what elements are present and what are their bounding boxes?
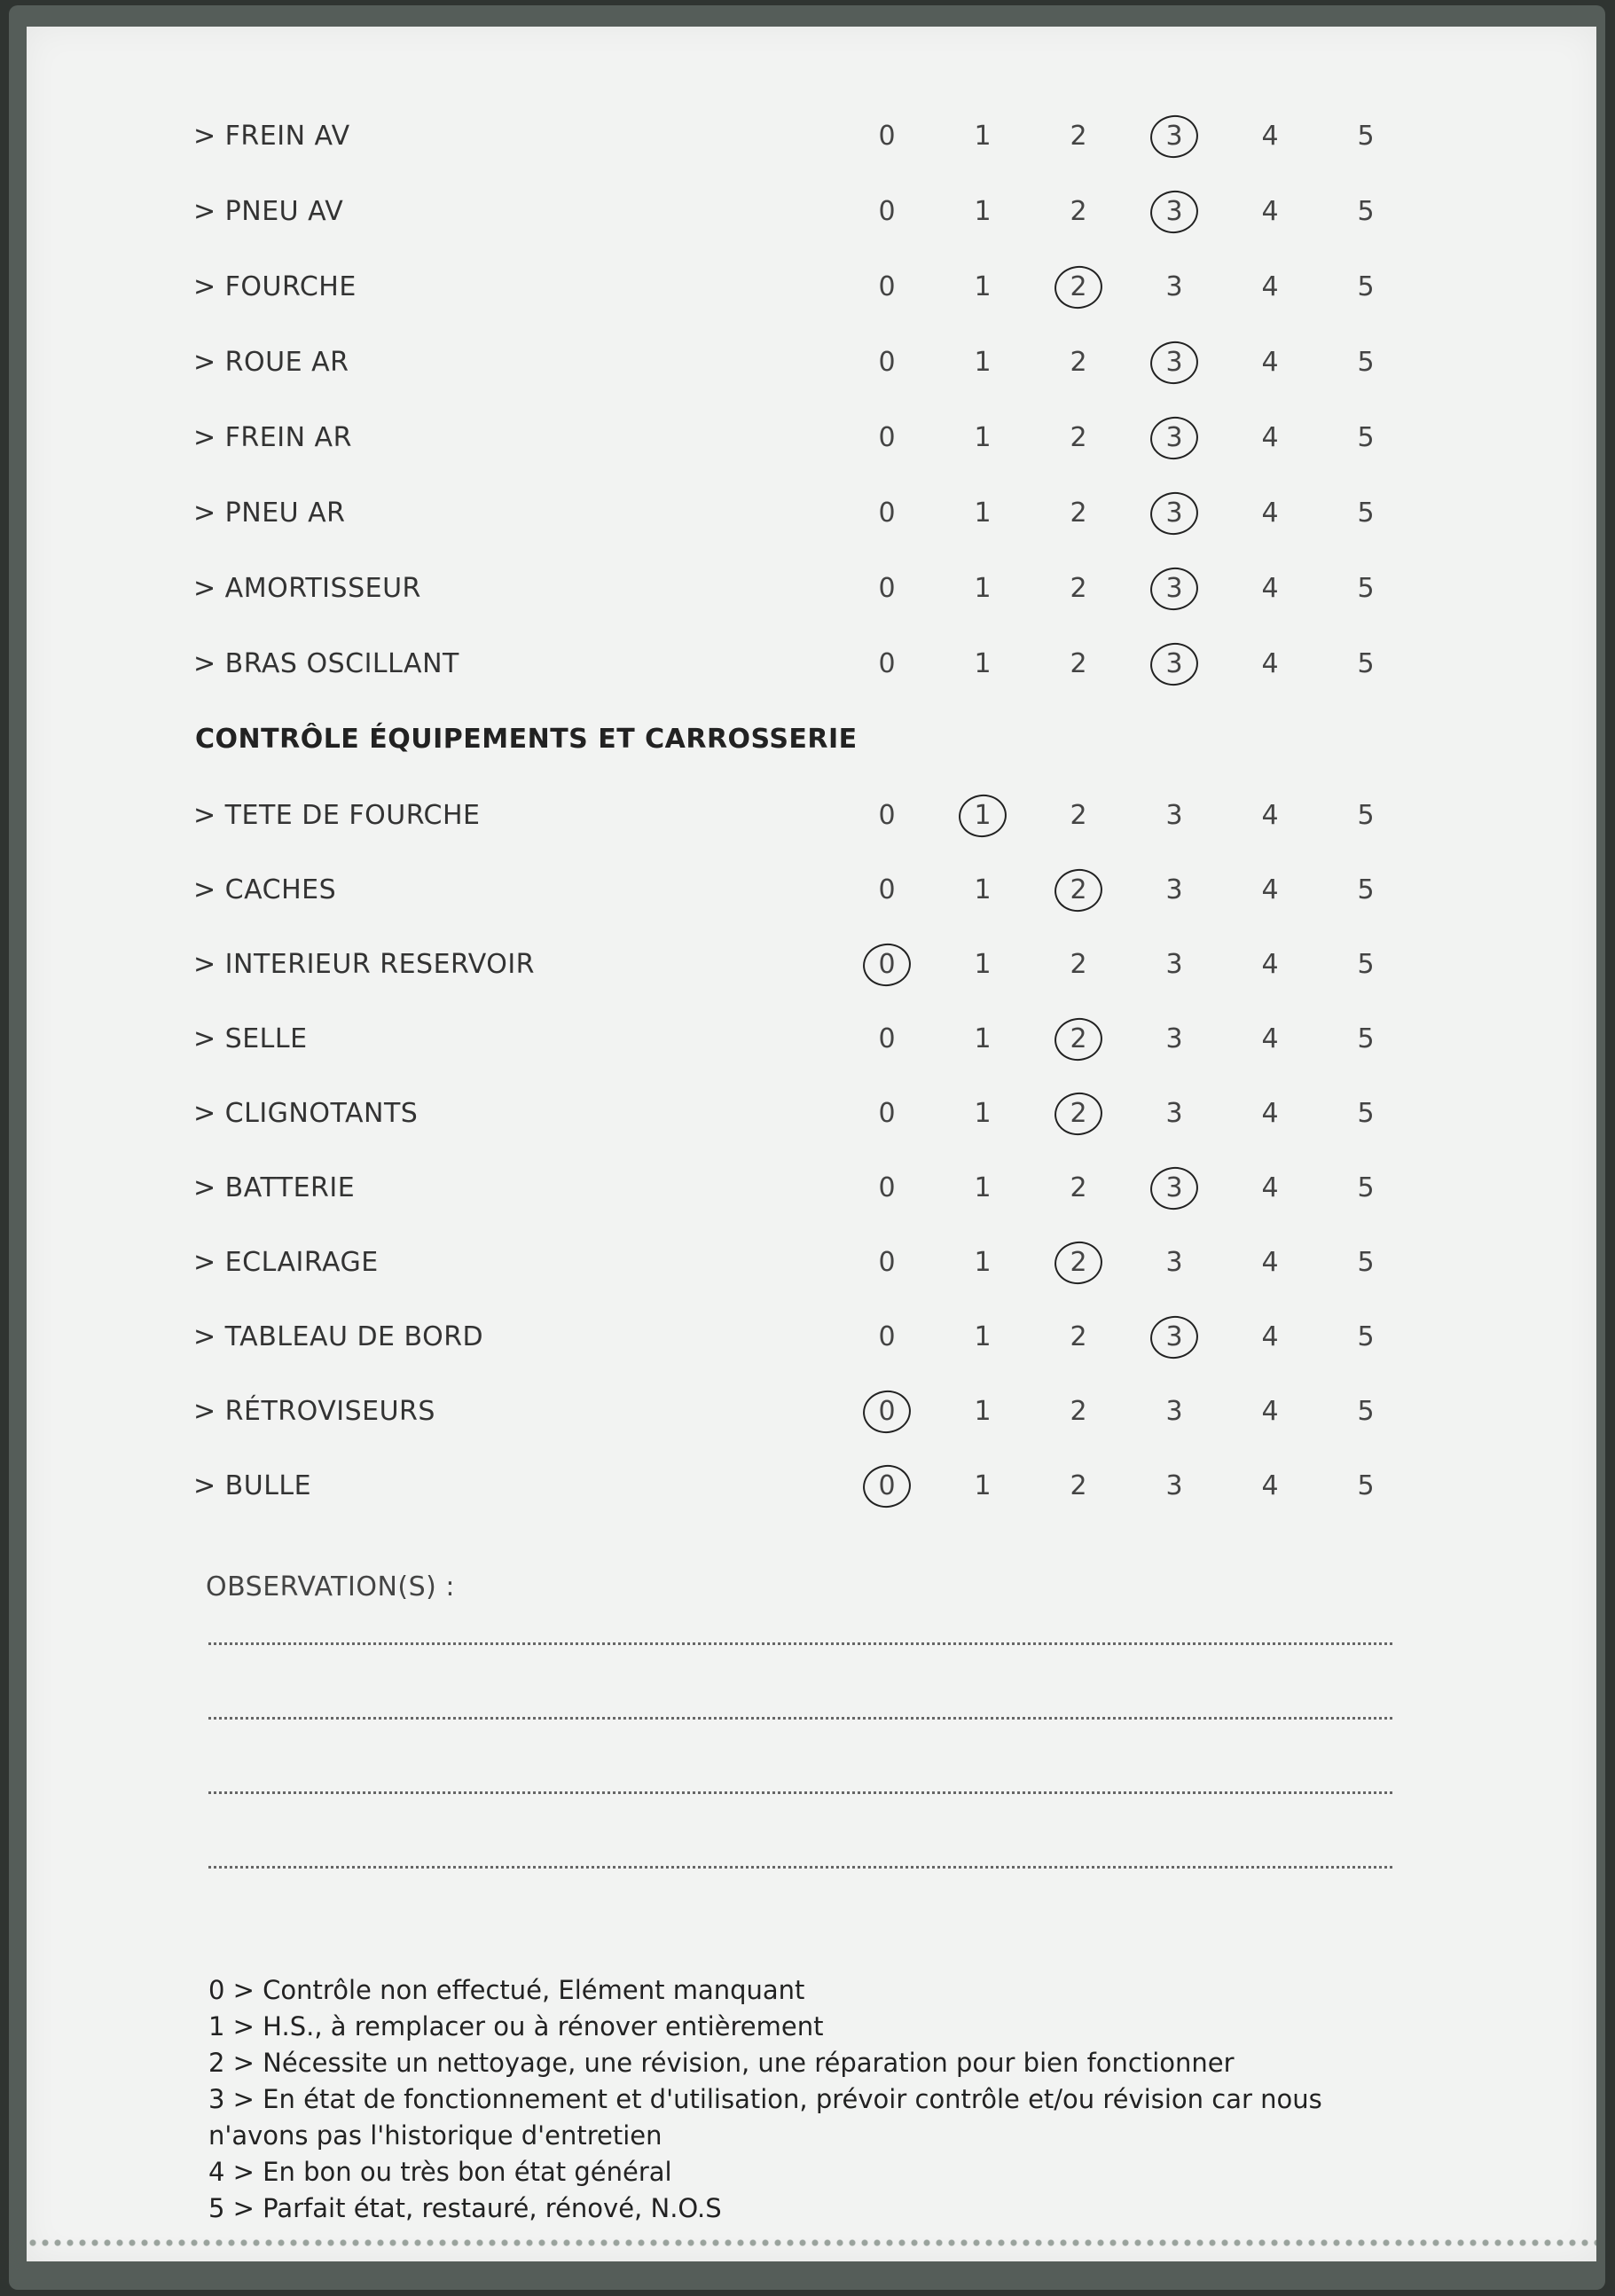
inspection-row — [27, 788, 1596, 841]
score-option[interactable]: 1 — [974, 1172, 992, 1203]
score-option-selected[interactable]: 2 — [1056, 1098, 1101, 1129]
score-option-selected[interactable]: 3 — [1152, 422, 1196, 453]
score-option[interactable]: 2 — [1070, 1321, 1087, 1352]
inspection-row — [27, 936, 1596, 990]
score-option[interactable]: 0 — [878, 196, 896, 227]
score-option-selected[interactable]: 2 — [1056, 271, 1101, 302]
inspection-row — [27, 108, 1596, 161]
score-option[interactable]: 0 — [878, 1098, 896, 1129]
inspection-item-label: > PNEU AV — [193, 196, 344, 227]
score-option[interactable]: 0 — [878, 121, 896, 152]
inspection-item-label: > BATTERIE — [193, 1172, 356, 1203]
inspection-item-label: > BULLE — [193, 1470, 312, 1501]
score-option[interactable]: 1 — [974, 1098, 992, 1129]
inspection-row — [27, 1160, 1596, 1213]
score-option[interactable]: 4 — [1261, 1470, 1279, 1501]
score-option[interactable]: 1 — [974, 347, 992, 378]
score-option[interactable]: 0 — [878, 648, 896, 679]
inspection-row — [27, 259, 1596, 312]
rating-legend — [208, 1972, 1423, 2227]
score-option[interactable]: 0 — [878, 573, 896, 604]
score-option-selected[interactable]: 3 — [1152, 196, 1196, 227]
score-option[interactable]: 1 — [974, 422, 992, 453]
score-option[interactable]: 2 — [1070, 347, 1087, 378]
score-option[interactable]: 5 — [1357, 874, 1375, 905]
score-option[interactable]: 5 — [1357, 1172, 1375, 1203]
inspection-item-label: > TABLEAU DE BORD — [193, 1321, 484, 1352]
legend-item: 5 > Parfait état, restauré, rénové, N.O.S — [208, 2193, 722, 2223]
score-option[interactable]: 3 — [1165, 1023, 1183, 1054]
inspection-sheet — [27, 27, 1596, 2261]
score-option[interactable]: 0 — [878, 1247, 896, 1278]
score-option[interactable]: 4 — [1261, 949, 1279, 980]
score-option[interactable]: 4 — [1261, 422, 1279, 453]
observation-line[interactable] — [208, 1717, 1392, 1720]
inspection-item-label: > ROUE AR — [193, 347, 349, 378]
score-option[interactable]: 2 — [1070, 196, 1087, 227]
score-option[interactable]: 5 — [1357, 800, 1375, 831]
score-option[interactable]: 5 — [1357, 573, 1375, 604]
score-option-selected[interactable]: 0 — [865, 949, 909, 980]
score-option[interactable]: 3 — [1165, 800, 1183, 831]
score-option[interactable]: 2 — [1070, 1396, 1087, 1427]
inspection-row — [27, 1383, 1596, 1437]
score-option[interactable]: 4 — [1261, 800, 1279, 831]
score-option-selected[interactable]: 0 — [865, 1470, 909, 1501]
score-option[interactable]: 4 — [1261, 1172, 1279, 1203]
legend-item: 3 > En état de fonctionnement et d'utilisation, prévoir contrôle et/ou révision car nous n'avons pas l'historique d'entretien — [208, 2084, 1322, 2151]
score-option[interactable]: 5 — [1357, 1247, 1375, 1278]
sleeve-edge-perforation — [27, 2231, 1596, 2254]
score-option-selected[interactable]: 3 — [1152, 1172, 1196, 1203]
score-option[interactable]: 4 — [1261, 498, 1279, 529]
score-option[interactable]: 4 — [1261, 271, 1279, 302]
score-option[interactable]: 5 — [1357, 1470, 1375, 1501]
inspection-item-label: > CLIGNOTANTS — [193, 1098, 419, 1129]
score-option[interactable]: 4 — [1261, 1396, 1279, 1427]
score-option[interactable]: 4 — [1261, 1247, 1279, 1278]
inspection-row — [27, 560, 1596, 614]
inspection-item-label: > FREIN AV — [193, 121, 350, 152]
score-option[interactable]: 1 — [974, 874, 992, 905]
score-option[interactable]: 1 — [974, 949, 992, 980]
score-option[interactable]: 0 — [878, 1023, 896, 1054]
score-option[interactable]: 1 — [974, 648, 992, 679]
score-option-selected[interactable]: 3 — [1152, 1321, 1196, 1352]
score-option[interactable]: 0 — [878, 271, 896, 302]
score-option[interactable]: 2 — [1070, 800, 1087, 831]
observation-line[interactable] — [208, 1866, 1392, 1869]
inspection-item-label: > FOURCHE — [193, 271, 357, 302]
inspection-row — [27, 1309, 1596, 1362]
score-option[interactable]: 2 — [1070, 422, 1087, 453]
score-option[interactable]: 5 — [1357, 498, 1375, 529]
score-option[interactable]: 1 — [974, 1470, 992, 1501]
inspection-item-label: > BRAS OSCILLANT — [193, 648, 459, 679]
score-option[interactable]: 5 — [1357, 949, 1375, 980]
score-option[interactable]: 4 — [1261, 573, 1279, 604]
score-option[interactable]: 3 — [1165, 1470, 1183, 1501]
score-option[interactable]: 0 — [878, 422, 896, 453]
score-option[interactable]: 5 — [1357, 121, 1375, 152]
score-option[interactable]: 3 — [1165, 1098, 1183, 1129]
score-option[interactable]: 0 — [878, 1172, 896, 1203]
score-option[interactable]: 3 — [1165, 271, 1183, 302]
inspection-item-label: > INTERIEUR RESERVOIR — [193, 949, 536, 980]
legend-item: 0 > Contrôle non effectué, Elément manquant — [208, 1975, 805, 2005]
score-option-selected[interactable]: 2 — [1056, 1247, 1101, 1278]
score-option[interactable]: 1 — [974, 121, 992, 152]
score-option[interactable]: 0 — [878, 800, 896, 831]
score-option[interactable]: 5 — [1357, 1396, 1375, 1427]
score-option-selected[interactable]: 3 — [1152, 498, 1196, 529]
score-option-selected[interactable]: 3 — [1152, 121, 1196, 152]
score-option[interactable]: 1 — [974, 1247, 992, 1278]
score-option[interactable]: 2 — [1070, 1172, 1087, 1203]
inspection-row — [27, 410, 1596, 463]
inspection-row — [27, 1085, 1596, 1139]
inspection-row — [27, 485, 1596, 538]
score-option-selected[interactable]: 3 — [1152, 347, 1196, 378]
observation-line[interactable] — [208, 1642, 1392, 1645]
observation-line[interactable] — [208, 1791, 1392, 1794]
inspection-row — [27, 334, 1596, 388]
score-option[interactable]: 5 — [1357, 347, 1375, 378]
score-option[interactable]: 5 — [1357, 1321, 1375, 1352]
score-option[interactable]: 3 — [1165, 949, 1183, 980]
legend-item: 2 > Nécessite un nettoyage, une révision, une réparation pour bien fonctionner — [208, 2048, 1235, 2078]
score-option[interactable]: 1 — [974, 196, 992, 227]
score-option[interactable]: 3 — [1165, 1396, 1183, 1427]
score-option[interactable]: 1 — [974, 573, 992, 604]
score-option[interactable]: 4 — [1261, 1098, 1279, 1129]
score-option[interactable]: 4 — [1261, 121, 1279, 152]
score-option[interactable]: 0 — [878, 347, 896, 378]
score-option[interactable]: 4 — [1261, 347, 1279, 378]
score-option[interactable]: 1 — [974, 1023, 992, 1054]
score-option-selected[interactable]: 1 — [960, 800, 1005, 831]
score-option[interactable]: 4 — [1261, 1023, 1279, 1054]
section-title: CONTRÔLE ÉQUIPEMENTS ET CARROSSERIE — [195, 724, 858, 755]
inspection-row — [27, 862, 1596, 915]
inspection-row — [27, 1011, 1596, 1064]
inspection-item-label: > RÉTROVISEURS — [193, 1396, 435, 1427]
score-option[interactable]: 3 — [1165, 874, 1183, 905]
score-option-selected[interactable]: 3 — [1152, 573, 1196, 604]
score-option[interactable]: 5 — [1357, 1098, 1375, 1129]
score-option[interactable]: 5 — [1357, 422, 1375, 453]
inspection-item-label: > FREIN AR — [193, 422, 352, 453]
score-option-selected[interactable]: 3 — [1152, 648, 1196, 679]
observations-label: OBSERVATION(S) : — [206, 1571, 455, 1602]
score-option[interactable]: 2 — [1070, 121, 1087, 152]
inspection-item-label: > TETE DE FOURCHE — [193, 800, 481, 831]
inspection-item-label: > SELLE — [193, 1023, 308, 1054]
score-option[interactable]: 4 — [1261, 648, 1279, 679]
score-option[interactable]: 2 — [1070, 648, 1087, 679]
score-option[interactable]: 2 — [1070, 949, 1087, 980]
score-option[interactable]: 3 — [1165, 1247, 1183, 1278]
score-option[interactable]: 4 — [1261, 1321, 1279, 1352]
score-option[interactable]: 5 — [1357, 648, 1375, 679]
score-option[interactable]: 5 — [1357, 1023, 1375, 1054]
score-option[interactable]: 0 — [878, 1321, 896, 1352]
score-option[interactable]: 4 — [1261, 196, 1279, 227]
score-option[interactable]: 2 — [1070, 498, 1087, 529]
inspection-row — [27, 184, 1596, 237]
score-option[interactable]: 5 — [1357, 271, 1375, 302]
score-option[interactable]: 1 — [974, 271, 992, 302]
score-option[interactable]: 2 — [1070, 573, 1087, 604]
score-option[interactable]: 2 — [1070, 1470, 1087, 1501]
legend-item: 1 > H.S., à remplacer ou à rénover entièrement — [208, 2011, 824, 2041]
inspection-row — [27, 1458, 1596, 1511]
inspection-row — [27, 1234, 1596, 1288]
score-option-selected[interactable]: 2 — [1056, 1023, 1101, 1054]
score-option[interactable]: 1 — [974, 498, 992, 529]
score-option[interactable]: 0 — [878, 874, 896, 905]
score-option-selected[interactable]: 0 — [865, 1396, 909, 1427]
score-option-selected[interactable]: 2 — [1056, 874, 1101, 905]
inspection-item-label: > AMORTISSEUR — [193, 573, 421, 604]
inspection-item-label: > CACHES — [193, 874, 337, 905]
inspection-item-label: > ECLAIRAGE — [193, 1247, 379, 1278]
inspection-item-label: > PNEU AR — [193, 498, 346, 529]
score-option[interactable]: 4 — [1261, 874, 1279, 905]
inspection-row — [27, 636, 1596, 689]
legend-item: 4 > En bon ou très bon état général — [208, 2157, 672, 2187]
score-option[interactable]: 1 — [974, 1396, 992, 1427]
score-option[interactable]: 5 — [1357, 196, 1375, 227]
score-option[interactable]: 0 — [878, 498, 896, 529]
score-option[interactable]: 1 — [974, 1321, 992, 1352]
